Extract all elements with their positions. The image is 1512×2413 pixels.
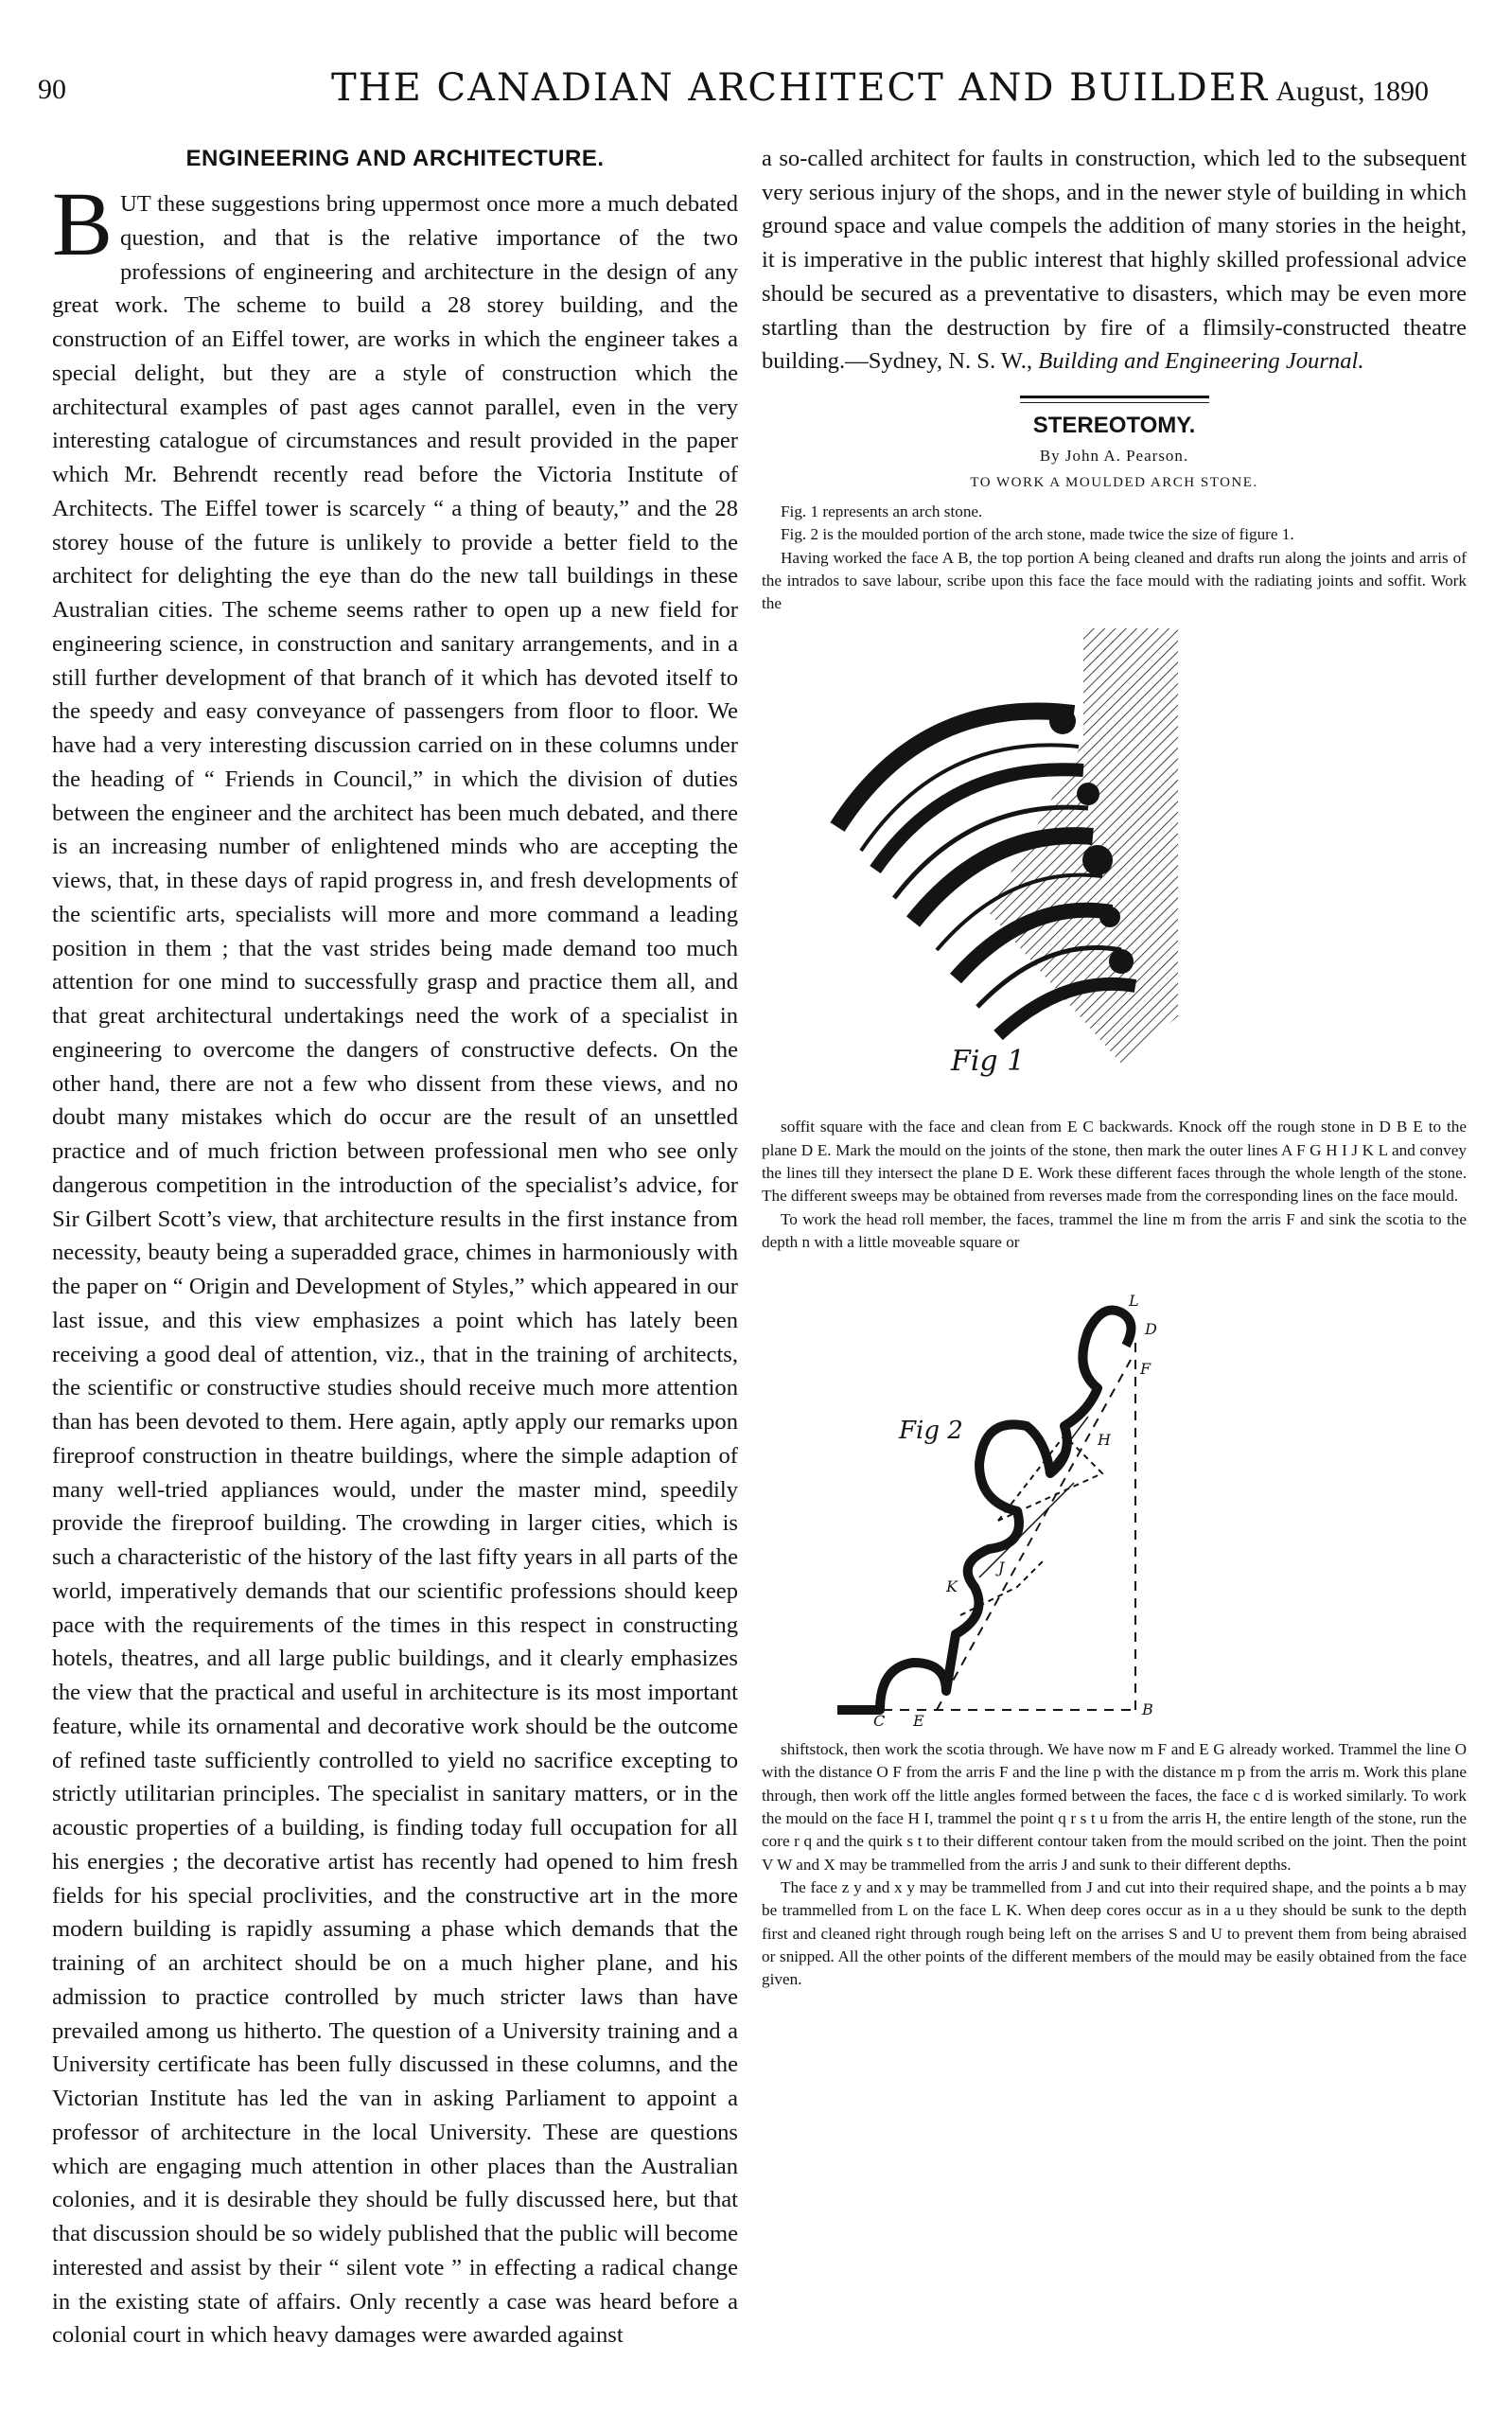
page-number: 90 xyxy=(38,74,66,105)
label-C: C xyxy=(873,1712,886,1731)
continued-paragraph: a so-called architect for faults in construction, which led to the subsequent very serious injury of the shops, and in the newer style of building in which ground space and value compels the addition of many stories in the height, it is imperative in the public interest that highly skilled professional advice should be secured as a preventative to disasters, which may be even more startling than the destruction by fire of a flimsily-constructed theatre building.—Sydney, N. S. W., xyxy=(762,146,1467,375)
figure-2-caption: Fig 2 xyxy=(899,1417,963,1446)
closing-paragraphs xyxy=(762,1738,1467,1991)
paragraph: shiftstock, then work the scotia through. We have now m F and E G already worked. Trammel the line O with the distance O F from the arris F and the line p with the distance m p from the arris m. Work this plane through, then work off the little angles formed between the faces, the face c d is worked similarly. To work the mould on the face H I, trammel the point q r s t u from the arris H, the entire length of the stone, run the core r q and the quirk s t to their different contour taken from the mould scribed on the joint. Then the point V W and X may be trammelled from the arris J and sunk to their different depths. xyxy=(762,1740,1467,1874)
label-J: J xyxy=(998,1559,1005,1577)
arch-stone-drawing xyxy=(762,628,1467,1116)
issue-date: August, 1890 xyxy=(1275,76,1429,107)
paragraph: Fig. 2 is the moulded portion of the arch stone, made twice the size of figure 1. xyxy=(781,525,1294,544)
intro-paragraphs xyxy=(762,501,1467,615)
article-title: STEREOTOMY. xyxy=(1032,412,1196,438)
byline: By John A. Pearson. xyxy=(1039,446,1189,465)
label-F: F xyxy=(1140,1360,1152,1379)
label-H: H xyxy=(1098,1431,1111,1450)
left-column xyxy=(52,142,738,2352)
paragraph: Fig. 1 represents an arch stone. xyxy=(781,502,983,520)
paragraph: Having worked the face A B, the top portion A being cleaned and drafts run along the joints and arris of the intrados to save labour, scribe upon this face the face mould with the radiating joints and soffit. Work the xyxy=(762,548,1467,613)
running-header xyxy=(38,66,1429,123)
label-L: L xyxy=(1129,1292,1139,1311)
label-E: E xyxy=(913,1712,924,1731)
paragraph: To work the head roll member, the faces, trammel the line m from the arris F and sink the scotia to the depth n with a little moveable square or xyxy=(762,1209,1467,1251)
label-K: K xyxy=(946,1577,958,1596)
middle-paragraphs xyxy=(762,1116,1467,1254)
subheading: TO WORK A MOULDED ARCH STONE. xyxy=(970,474,1258,490)
label-D: D xyxy=(1145,1320,1157,1339)
right-column xyxy=(762,142,1467,1991)
article-text: UT these suggestions bring uppermost once more a much debated question, and that is the relative importance of the two professions of engineering and architecture in the design of any great work. The scheme to build a 28 storey building, and the construction of an Eiffel tower, are works in which the engineer takes a special delight, but they are a style of construction which the architectural examples of past ages cannot parallel, even in the very interesting catalogue of circumstances and result provided in the paper which Mr. Behrendt recently read before the Victoria Institute of Architects. The Eiffel tower is scarcely “ a thing of beauty,” and the 28 storey house of the future is unlikely to provide a better field to the architect for delighting the eye than do the new tall buildings in these Australian cities. The scheme seems rather to open up a new field for engineering science, in construction and sanitary arrangements, and in a still further development of that branch of it which has devoted itself to the speedy and easy conveyance of passengers from floor to floor. We have had a very interesting discussion carried on in these columns under the heading of “ Friends in Council,” in which the division of duties between the engineer and the architect has been much debated, and there is an increasing number of enlightened minds who are accepting the views, that, in these days of rapid progress in, and fresh developments of the scientific arts, specialists will more and more command a leading position in them ; that the vast strides being made demand too much attention for one mind to successfully grasp and practice them all, and that great architectural undertakings need the work of a specialist in engineering to overcome the dangers of constructive defects. On the other hand, there are not a few who dissent from these views, and no doubt many mistakes which do occur are the result of an unsettled practice and of much friction between professional men who see only dangerous competition in the introduction of the specialist’s advice, for Sir Gilbert Scott’s view, that architecture results in the first instance from necessity, beauty being a superadded grace, chimes in harmoniously with the paper on “ Origin and Development of Styles,” which appeared in our last issue, and this view emphasizes a point which has lately been receiving a good deal of attention, viz., that in the training of architects, the scientific or constructive studies should receive much more attention than has been devoted to them. Here again, aptly apply our remarks upon fireproof construction in theatre buildings, where the simple adaption of many well-tried appliances would, under the master mind, speedily provide the fireproof building. The crowding in larger cities, which is such a characteristic of the history of the last fifty years in all parts of the world, imperatively demands that our scientific professions should keep pace with the requirements of the times in this respect in constructing hotels, theatres, and all large public buildings, and it clearly emphasizes the view that the practical and useful in architecture is its most important feature, while its ornamental and decorative work should be the outcome of refined taste sufficiently controlled to yield no sacrifice excepting to strictly utilitarian principles. The specialist in sanitary matters, or in the acoustic properties of a building, is finding today full occupation for all his energies ; the decorative artist has recently had opened to him fresh fields for his special proclivities, and the constructive art in the more modern building is rapidly assuming a phase which demands that the training of an architect should be on a much higher plane, and his admission to practice controlled by much stricter laws than have prevailed among us hitherto. The question of a University training and a University certificate has been fully discussed in these columns, and the Victorian Institute has led the van in asking Parliament to appoint a professor of architecture in the local University. These are questions which are engaging much attention in other places than the Australian colonies, and it is desirable they should be fully discussed here, but that that discussion should be so widely published that the public will become interested and assist by their “ silent vote ” in effecting a radical change in the existing state of affairs. Only recently a case was heard before a colonial court in which heavy damages were awarded against xyxy=(52,191,738,2349)
paragraph: The face z y and x y may be trammelled from J and cut into their required shape, and the points a b may be trammelled from L on the face L K. When deep cores occur as in a u they should be sunk to the depth first and cleaned right through rough being left on the arrises S and U to prevent them from being abraised or snipped. All the other points of the different members of the mould may be easily obtained from the face given. xyxy=(762,1877,1467,1989)
figure-2 xyxy=(762,1275,1467,1731)
figure-1-caption: Fig 1 xyxy=(951,1045,1026,1079)
drop-cap: B xyxy=(52,173,114,274)
section-divider xyxy=(1020,396,1209,403)
label-B: B xyxy=(1142,1700,1153,1719)
figure-1 xyxy=(762,628,1467,1116)
section-title: ENGINEERING AND ARCHITECTURE. xyxy=(185,146,605,171)
moulding-profile-drawing xyxy=(762,1275,1467,1719)
paragraph: soffit square with the face and clean from E C backwards. Knock off the rough stone in D B E to the plane D E. Mark the mould on the joints of the stone, then mark the outer lines A F G H I J K L and convey the lines till they intersect the plane D E. Work these different faces through the whole length of the stone. The different sweeps may be obtained from reverses made from the corresponding lines on the face mould. xyxy=(762,1118,1467,1206)
article-body xyxy=(52,173,738,2352)
source-citation: Building and Engineering Journal. xyxy=(1038,348,1364,375)
journal-title: THE CANADIAN ARCHITECT AND BUILDER xyxy=(331,66,1270,110)
continued-text xyxy=(762,142,1467,379)
